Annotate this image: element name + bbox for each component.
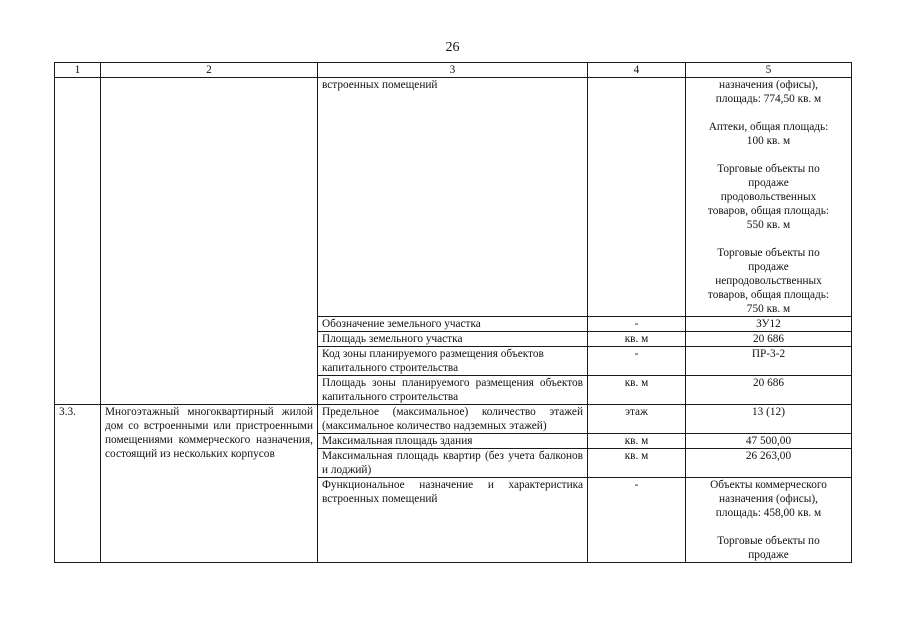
parameter-name: встроенных помещений [318,78,588,317]
unit-cell: кв. м [588,434,686,449]
value-cell: Объекты коммерческого назначения (офисы), площадь: 458,00 кв. м Торговые объекты по продаже [686,478,852,563]
table-row [55,405,852,434]
unit-cell: кв. м [588,449,686,478]
unit-cell: - [588,347,686,376]
header-col-3: 3 [318,63,588,78]
parameter-name: Максимальная площадь квартир (без учета балконов и лоджий) [318,449,588,478]
unit-cell: - [588,478,686,563]
value-cell: ПР-3-2 [686,347,852,376]
parameters-table [54,62,852,563]
unit-cell: кв. м [588,376,686,405]
unit-cell: кв. м [588,332,686,347]
value-cell: ЗУ12 [686,317,852,332]
parameter-name: Площадь земельного участка [318,332,588,347]
object-name-cell: Многоэтажный многоквартирный жилой дом со встроенными или пристроенными помещениями коммерческого назначения, состоящий из нескольких корпусов [101,405,318,563]
unit-cell: - [588,317,686,332]
value-cell: 26 263,00 [686,449,852,478]
unit-cell [588,78,686,317]
page-number: 26 [445,40,460,55]
parameter-name: Площадь зоны планируемого размещения объектов капитального строительства [318,376,588,405]
parameter-name: Обозначение земельного участка [318,317,588,332]
value-cell: назначения (офисы), площадь: 774,50 кв. м Аптеки, общая площадь: 100 кв. м Торговые объекты по продаже продовольственных товаров, общая площадь: 550 кв. м Торговые объекты по продаже непродовольственных товаров, общая площадь: 750 кв. м [686,78,852,317]
row-number-cell [55,78,101,405]
table-header-row [55,63,852,78]
header-col-4: 4 [588,63,686,78]
value-cell: 13 (12) [686,405,852,434]
table-row [55,78,852,317]
parameter-name: Код зоны планируемого размещения объектов капитального строительства [318,347,588,376]
parameter-name: Предельное (максимальное) количество этажей (максимальное количество надземных этажей) [318,405,588,434]
parameter-name: Максимальная площадь здания [318,434,588,449]
object-name-cell [101,78,318,405]
row-number-cell: 3.3. [55,405,101,563]
header-col-1: 1 [55,63,101,78]
unit-cell: этаж [588,405,686,434]
header-col-5: 5 [686,63,852,78]
header-col-2: 2 [101,63,318,78]
value-cell: 20 686 [686,376,852,405]
value-cell: 20 686 [686,332,852,347]
value-cell: 47 500,00 [686,434,852,449]
parameter-name: Функциональное назначение и характеристика встроенных помещений [318,478,588,563]
